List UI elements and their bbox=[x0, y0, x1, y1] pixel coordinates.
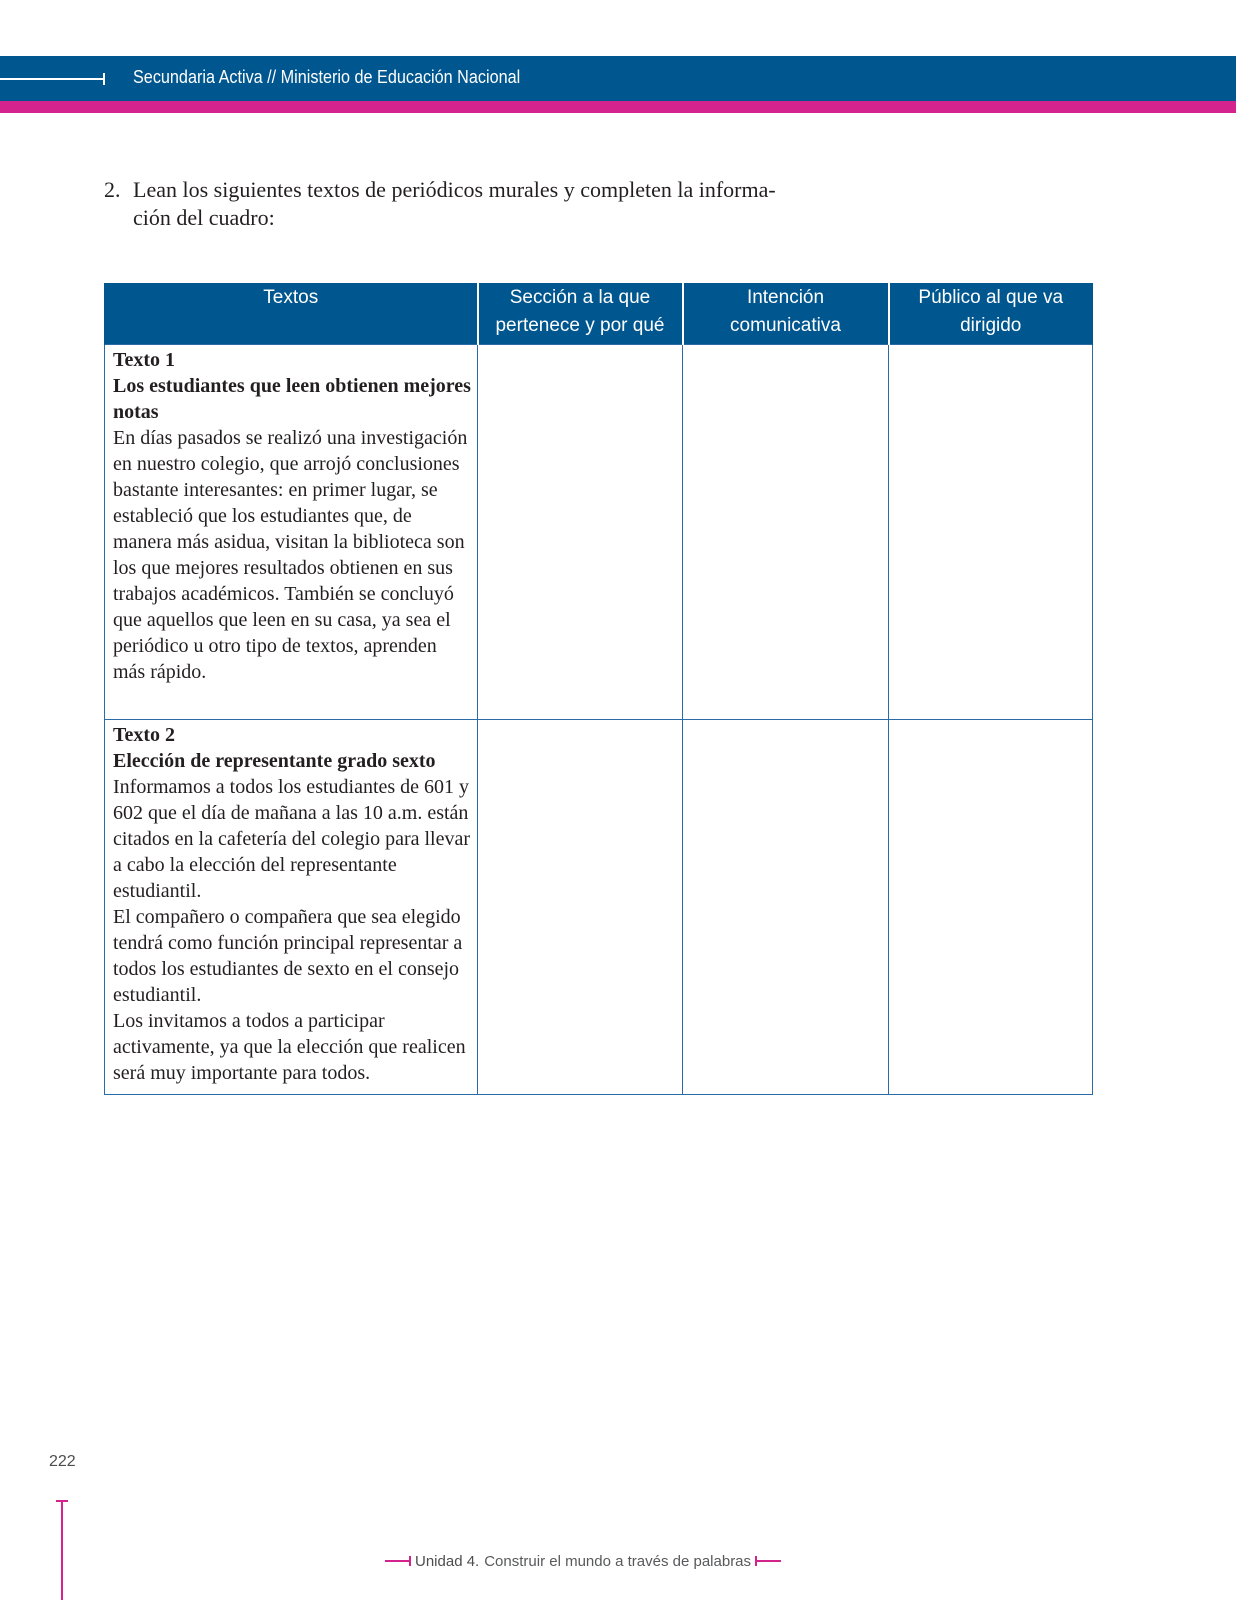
unit-label: Unidad 4. bbox=[415, 1552, 480, 1570]
header-title: Secundaria Activa // Ministerio de Educación Nacional bbox=[133, 67, 521, 87]
table-row bbox=[105, 345, 1093, 720]
text-label: Texto 2 bbox=[113, 724, 176, 746]
table-row bbox=[105, 720, 1093, 1095]
instruction-number: 2. bbox=[104, 177, 121, 202]
header-rule bbox=[0, 78, 104, 80]
answer-cell-seccion[interactable] bbox=[478, 345, 683, 720]
left-margin-rule-cap bbox=[56, 1500, 68, 1502]
header-accent-stripe bbox=[0, 101, 1236, 113]
text-body: Informamos a todos los estudiantes de 601 y 602 que el día de mañana a las 10 a.m. están citados en la cafetería del colegio para llevar a cabo la elección del representante estudiantil. El compañero o compañera que sea elegido tendrá como función principal representar a todos los estudiantes de sexto en el consejo estudiantil. Los invitamos a todos a participar activamente, ya que la elección que realicen será muy importante para todos. bbox=[113, 776, 471, 1084]
footer-rule-right bbox=[755, 1560, 781, 1562]
text-body: En días pasados se realizó una investigación en nuestro colegio, que arrojó conclusiones bastante interesantes: en primer lugar, se estableció que los estudiantes que, de manera más asidua, visitan la biblioteca son los que mejores resultados obtienen en sus trabajos académicos. También se concluyó que aquellos que leen en su casa, ya sea el periódico u otro tipo de textos, aprenden más rápido. bbox=[113, 427, 468, 683]
answer-cell-seccion[interactable] bbox=[478, 720, 683, 1095]
header-intencion: Intención comunicativa bbox=[683, 284, 889, 345]
text-cell bbox=[105, 345, 478, 720]
header-textos: Textos bbox=[105, 284, 478, 345]
left-margin-rule bbox=[61, 1500, 63, 1600]
unit-title: Construir el mundo a través de palabras bbox=[484, 1552, 752, 1570]
header-publico: Público al que va dirigido bbox=[889, 284, 1093, 345]
header-rule-cap bbox=[103, 73, 105, 85]
page-number: 222 bbox=[49, 1453, 76, 1470]
answer-cell-intencion[interactable] bbox=[683, 345, 889, 720]
text-headline: Los estudiantes que leen obtienen mejores notas bbox=[113, 375, 471, 423]
text-cell bbox=[105, 720, 478, 1095]
footer-rule-left bbox=[385, 1560, 411, 1562]
header-seccion: Sección a la que pertenece y por qué bbox=[478, 284, 683, 345]
footer bbox=[385, 1551, 781, 1571]
instruction bbox=[104, 176, 844, 232]
answer-cell-publico[interactable] bbox=[889, 720, 1093, 1095]
table-header-row bbox=[105, 284, 1093, 345]
activity-table bbox=[104, 283, 1093, 1095]
answer-cell-intencion[interactable] bbox=[683, 720, 889, 1095]
text-headline: Elección de representante grado sexto bbox=[113, 750, 436, 772]
answer-cell-publico[interactable] bbox=[889, 345, 1093, 720]
instruction-text: Lean los siguientes textos de periódicos murales y completen la informa- ción del cuadro: bbox=[133, 177, 776, 230]
text-label: Texto 1 bbox=[113, 349, 176, 371]
